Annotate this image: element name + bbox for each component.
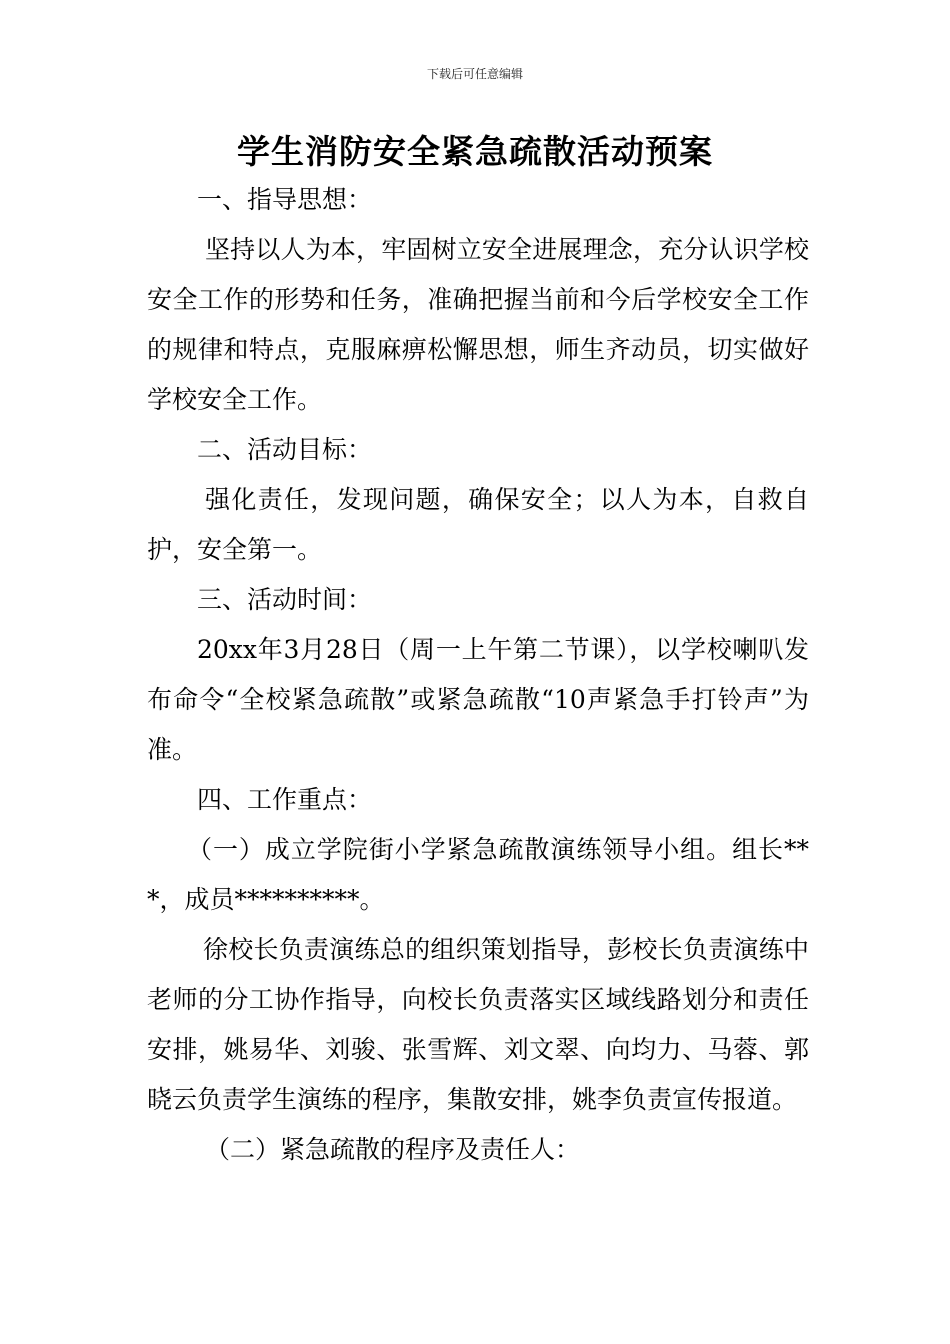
paragraph-activity-time: 20xx年3月28日（周一上午第二节课），以学校喇叭发布命令“全校紧急疏散”或紧急疏散“10声紧急手打铃声”为准。	[147, 635, 809, 764]
paragraph-responsibilities: 徐校长负责演练总的组织策划指导，彭校长负责演练中老师的分工协作指导，向校长负责落实区域线路划分和责任安排，姚易华、刘骏、张雪辉、刘文翠、向均力、马蓉、郭晓云负责学生演练的程序，集散安排，姚李负责宣传报道。	[147, 935, 809, 1114]
heading-work-focus: 四、工作重点：	[197, 785, 373, 814]
header-note: 下载后可任意编辑	[426, 67, 523, 81]
paragraph-leadership-group: （一）成立学院街小学紧急疏散演练领导小组。组长***，成员**********。	[147, 835, 809, 914]
paragraph-guiding-thought: 坚持以人为本，牢固树立安全进展理念，充分认识学校安全工作的形势和任务，准确把握当前和今后学校安全工作的规律和特点，克服麻痹松懈思想，师生齐动员，切实做好学校安全工作。	[147, 235, 809, 414]
heading-activity-goal: 二、活动目标：	[197, 435, 373, 464]
document-title: 学生消防安全紧急疏散活动预案	[237, 132, 713, 171]
heading-activity-time: 三、活动时间：	[197, 585, 373, 614]
heading-guiding-thought: 一、指导思想：	[197, 185, 373, 214]
document-body	[147, 175, 809, 1175]
paragraph-evacuation-procedure: （二）紧急疏散的程序及责任人：	[205, 1135, 581, 1164]
paragraph-activity-goal: 强化责任，发现问题，确保安全；以人为本，自救自护，安全第一。	[147, 485, 809, 564]
